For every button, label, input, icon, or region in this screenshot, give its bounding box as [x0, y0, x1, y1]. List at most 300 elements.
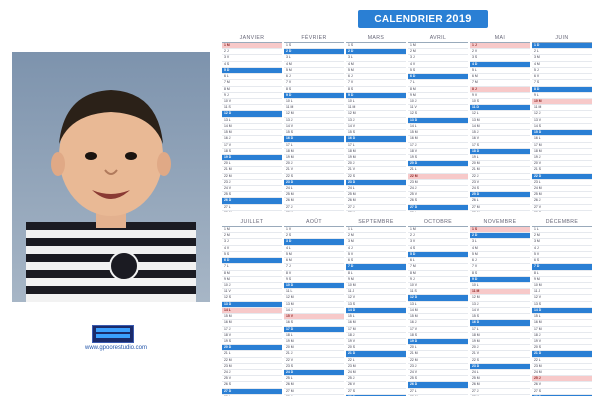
calendar-day: 11 V [408, 105, 468, 111]
calendar-day: 10 M [532, 283, 592, 289]
calendar-day: 4 M [284, 62, 344, 68]
calendar-day: 3 S [470, 55, 530, 61]
calendar-day: 16 V [470, 136, 530, 142]
month-9 [346, 218, 406, 396]
calendar-day: 21 D [346, 351, 406, 357]
month-name: SEPTEMBRE [346, 218, 406, 227]
calendar-day: 13 S [346, 302, 406, 308]
calendar-day: 5 V [532, 252, 592, 258]
calendar-day: 24 S [470, 186, 530, 192]
calendar-day: 25 S [222, 192, 282, 198]
calendar-day: 14 M [408, 308, 468, 314]
calendar-day: 12 V [346, 295, 406, 301]
calendar-day: 17 M [532, 143, 592, 149]
calendar-day: 9 S [284, 277, 344, 283]
calendar-day: 15 L [346, 314, 406, 320]
calendar-day: 26 S [408, 198, 468, 204]
calendar-day: 13 L [408, 302, 468, 308]
calendar-day: 2 M [222, 233, 282, 239]
calendar-day: 17 V [222, 143, 282, 149]
calendar-day: 15 M [222, 130, 282, 136]
month-4 [408, 34, 468, 212]
calendar-day: 23 M [532, 364, 592, 370]
calendar-day: 21 V [346, 167, 406, 173]
calendar-day: 19 M [346, 155, 406, 161]
calendar-day: 1 L [346, 227, 406, 233]
calendar-day: 11 M [532, 105, 592, 111]
calendar-day: 6 M [470, 74, 530, 80]
calendar-day: 6 S [532, 258, 592, 264]
month-name: MAI [470, 34, 530, 43]
calendar-day: 5 J [532, 68, 592, 74]
calendar-day: 20 M [470, 161, 530, 167]
calendar-day: 4 J [346, 246, 406, 252]
calendar-day: 16 M [346, 320, 406, 326]
month-name: JUILLET [222, 218, 282, 227]
calendar-day: 12 D [222, 111, 282, 117]
calendar-day: 9 M [532, 277, 592, 283]
calendar-day: 3 L [284, 55, 344, 61]
calendar-day: 20 J [470, 345, 530, 351]
calendar-day: 7 D [346, 264, 406, 270]
calendar-day: 24 L [346, 186, 406, 192]
calendar-day: 18 J [346, 333, 406, 339]
calendar-day: 9 M [222, 277, 282, 283]
calendar-day: 18 S [408, 333, 468, 339]
calendar-day: 11 S [222, 105, 282, 111]
calendar-day: 11 M [284, 105, 344, 111]
calendar-day: 21 L [222, 351, 282, 357]
calendar-day: 1 M [222, 227, 282, 233]
month-name: MARS [346, 34, 406, 43]
calendar-day: 1 V [284, 227, 344, 233]
calendar-day: 8 S [346, 87, 406, 93]
calendar-day: 9 D [346, 93, 406, 99]
calendar-day: 6 M [284, 258, 344, 264]
calendar-day: 17 V [408, 327, 468, 333]
calendar-day: 23 D [284, 180, 344, 186]
calendar-day: 20 V [532, 161, 592, 167]
calendar-day: 2 D [470, 233, 530, 239]
calendar-day [284, 211, 344, 212]
calendar-day: 8 L [532, 271, 592, 277]
calendar-day: 21 V [284, 167, 344, 173]
calendar-day: 5 D [408, 252, 468, 258]
calendar-day: 9 L [532, 93, 592, 99]
calendar-day: 23 L [532, 180, 592, 186]
calendar-day: 16 S [284, 320, 344, 326]
calendar-day [222, 211, 282, 212]
month-5 [470, 34, 530, 212]
calendar-day: 9 D [470, 277, 530, 283]
calendar-day: 27 L [408, 389, 468, 395]
calendar-day: 15 L [532, 314, 592, 320]
calendar-day: 15 S [346, 130, 406, 136]
calendar-day: 11 M [470, 289, 530, 295]
calendar-day: 4 M [346, 62, 406, 68]
calendar-day: 16 D [470, 320, 530, 326]
calendar-day: 14 M [470, 124, 530, 130]
calendar-day: 24 L [470, 370, 530, 376]
calendar-day: 17 M [532, 327, 592, 333]
calendar-day: 17 J [408, 143, 468, 149]
month-name: OCTOBRE [408, 218, 468, 227]
calendar-day: 20 S [532, 345, 592, 351]
calendar-day: 26 D [222, 198, 282, 204]
calendar-day: 24 D [284, 370, 344, 376]
month-name: JANVIER [222, 34, 282, 43]
calendar-day: 27 M [470, 205, 530, 211]
calendar-day: 1 M [222, 43, 282, 49]
calendar-day: 21 M [222, 167, 282, 173]
calendar-day: 3 J [408, 55, 468, 61]
calendar-day [532, 395, 592, 396]
calendar-day: 16 L [532, 136, 592, 142]
calendar-day: 18 V [222, 333, 282, 339]
calendar-day [470, 211, 530, 212]
calendar-day: 2 M [346, 233, 406, 239]
calendar-day: 19 M [470, 339, 530, 345]
calendar-day: 12 M [346, 111, 406, 117]
calendar-day: 12 J [532, 111, 592, 117]
month-1 [222, 34, 282, 212]
calendar-day: 2 J [222, 49, 282, 55]
calendar-day: 23 S [284, 364, 344, 370]
calendar-day: 7 S [532, 80, 592, 86]
calendar-day: 17 L [284, 143, 344, 149]
calendar-day: 10 M [532, 99, 592, 105]
calendar-day [408, 211, 468, 212]
calendar-day: 11 S [408, 289, 468, 295]
calendar-day: 2 D [284, 49, 344, 55]
calendar-day: 14 V [346, 124, 406, 130]
calendar-day: 7 M [222, 80, 282, 86]
calendar-day: 26 V [346, 382, 406, 388]
calendar-day: 5 M [470, 252, 530, 258]
calendar-day: 24 L [284, 186, 344, 192]
calendar-day: 15 J [470, 130, 530, 136]
calendar-day: 27 D [222, 389, 282, 395]
calendar-day: 18 J [532, 333, 592, 339]
calendar-day: 14 S [532, 124, 592, 130]
calendar-day: 15 S [470, 314, 530, 320]
calendar-day: 7 V [470, 264, 530, 270]
calendar-day: 7 J [284, 264, 344, 270]
calendar-day: 27 J [470, 389, 530, 395]
calendar-day: 18 M [284, 149, 344, 155]
calendar-day: 8 M [222, 87, 282, 93]
studio-url[interactable]: www.gpoorestudio.com [84, 345, 148, 351]
calendar-day: 10 L [470, 283, 530, 289]
calendar-day: 4 V [222, 246, 282, 252]
calendar-day: 16 J [222, 136, 282, 142]
calendar-day: 18 L [284, 333, 344, 339]
calendar-day: 2 J [408, 233, 468, 239]
month-name: AVRIL [408, 34, 468, 43]
calendar-day: 15 M [408, 130, 468, 136]
calendar-day: 12 M [470, 295, 530, 301]
calendar-day: 4 S [408, 246, 468, 252]
calendar-day [284, 395, 344, 396]
calendar-day: 25 L [284, 376, 344, 382]
calendar-day: 13 M [284, 302, 344, 308]
calendar-day: 7 V [284, 80, 344, 86]
calendar-day: 18 M [346, 149, 406, 155]
calendar-day: 17 L [346, 143, 406, 149]
calendar-day: 19 L [470, 155, 530, 161]
calendar-day: 23 D [470, 364, 530, 370]
calendar-day: 13 J [470, 302, 530, 308]
calendar-day: 3 V [222, 55, 282, 61]
calendar-day: 6 D [222, 258, 282, 264]
calendar-day: 4 V [408, 62, 468, 68]
calendar-day: 21 V [470, 351, 530, 357]
calendar-day: 7 L [222, 264, 282, 270]
calendar-day: 9 M [346, 277, 406, 283]
calendar-day: 1 M [408, 43, 468, 49]
calendar-day: 7 M [470, 80, 530, 86]
month-name: AOÛT [284, 218, 344, 227]
calendar-day: 25 V [222, 376, 282, 382]
portrait-photo [12, 52, 210, 302]
calendar-day: 3 M [346, 239, 406, 245]
calendar-day: 13 D [222, 302, 282, 308]
calendar-day: 7 D [532, 264, 592, 270]
calendar-day: 6 J [346, 74, 406, 80]
calendar-day: 13 J [346, 118, 406, 124]
calendar-day: 25 S [408, 376, 468, 382]
calendar-day: 26 M [284, 198, 344, 204]
calendar-day: 19 V [346, 339, 406, 345]
calendar-day: 13 M [470, 118, 530, 124]
calendar-day: 16 M [222, 320, 282, 326]
calendar-day: 3 M [532, 55, 592, 61]
calendar-day: 1 D [532, 43, 592, 49]
calendar-day: 17 L [470, 327, 530, 333]
calendar-day: 19 S [408, 155, 468, 161]
calendar-day: 4 M [470, 246, 530, 252]
calendar-day: 24 M [532, 370, 592, 376]
calendar-day: 4 L [284, 246, 344, 252]
calendar-day: 20 D [222, 345, 282, 351]
calendar-day: 3 L [346, 55, 406, 61]
calendar-day: 7 M [408, 264, 468, 270]
calendar-day: 25 J [346, 376, 406, 382]
calendar-day: 12 S [222, 295, 282, 301]
calendar-day: 14 V [284, 124, 344, 130]
calendar-day: 21 M [408, 351, 468, 357]
calendar-day: 9 M [408, 93, 468, 99]
calendar-day: 27 D [408, 205, 468, 211]
calendar-day: 26 D [408, 382, 468, 388]
calendar-day: 26 M [284, 382, 344, 388]
calendar-day: 10 V [408, 283, 468, 289]
calendar-day: 10 J [408, 99, 468, 105]
calendar-day: 27 J [346, 205, 406, 211]
calendar-day: 24 J [222, 370, 282, 376]
calendar-day: 16 J [408, 320, 468, 326]
calendar-day: 18 M [470, 333, 530, 339]
calendar-day: 18 M [532, 149, 592, 155]
calendar-day: 12 D [408, 295, 468, 301]
calendar-day: 26 M [346, 198, 406, 204]
calendar-day: 23 J [222, 180, 282, 186]
calendar-day: 3 D [284, 239, 344, 245]
calendar-day: 14 D [346, 308, 406, 314]
calendar-day: 22 J [470, 174, 530, 180]
calendar-day: 10 J [222, 283, 282, 289]
calendar-day: 14 M [222, 124, 282, 130]
calendar-day: 16 D [346, 136, 406, 142]
calendar-day: 13 J [284, 118, 344, 124]
calendar-day: 16 D [284, 136, 344, 142]
calendar-day: 14 V [470, 308, 530, 314]
calendar-day: 2 V [470, 49, 530, 55]
month-name: FÉVRIER [284, 34, 344, 43]
calendar-day: 10 V [222, 99, 282, 105]
calendar-day: 16 M [408, 136, 468, 142]
calendar-day: 17 J [222, 327, 282, 333]
calendar-day: 8 D [532, 87, 592, 93]
calendar-day: 22 S [470, 358, 530, 364]
calendar-day: 9 V [470, 93, 530, 99]
calendar-day: 25 D [470, 192, 530, 198]
calendar-day: 12 L [470, 111, 530, 117]
calendar-day [470, 395, 530, 396]
calendar-day: 1 J [470, 43, 530, 49]
calendar-day: 1 S [284, 43, 344, 49]
calendar-day: 15 D [532, 130, 592, 136]
calendar-day: 5 S [222, 252, 282, 258]
calendar-day: 5 S [408, 68, 468, 74]
calendar-day: 6 J [284, 74, 344, 80]
calendar-day: 15 S [284, 130, 344, 136]
calendar-day: 20 S [346, 345, 406, 351]
calendar-day [346, 395, 406, 396]
calendar-day: 1 S [346, 43, 406, 49]
calendar-day: 1 S [470, 227, 530, 233]
calendar-day: 9 J [222, 93, 282, 99]
month-3 [346, 34, 406, 212]
calendar-day: 23 D [346, 180, 406, 186]
calendar-day: 10 D [284, 283, 344, 289]
calendar-day: 10 M [346, 283, 406, 289]
month-8 [284, 218, 344, 396]
calendar-day: 8 J [470, 87, 530, 93]
calendar-day: 14 L [222, 308, 282, 314]
calendar-day: 12 V [532, 295, 592, 301]
calendar-day: 14 D [532, 308, 592, 314]
calendar-day: 27 L [222, 205, 282, 211]
child-portrait-icon [12, 52, 210, 302]
calendar-day: 23 M [222, 364, 282, 370]
month-2 [284, 34, 344, 212]
calendar-day: 2 L [532, 49, 592, 55]
calendar-day: 20 L [222, 161, 282, 167]
calendar-day: 25 M [284, 192, 344, 198]
calendar-day: 21 L [408, 167, 468, 173]
calendar-day: 19 J [532, 155, 592, 161]
calendar-day: 14 J [284, 308, 344, 314]
calendar-day: 27 S [532, 389, 592, 395]
calendar-day: 21 J [284, 351, 344, 357]
calendar-day: 15 M [222, 314, 282, 320]
calendar-day: 21 D [532, 351, 592, 357]
calendar-day [532, 211, 592, 212]
calendar-day: 23 M [408, 180, 468, 186]
calendar-day: 26 S [222, 382, 282, 388]
calendar-day: 18 D [470, 149, 530, 155]
calendar-day: 5 V [346, 252, 406, 258]
calendar-day: 24 J [408, 186, 468, 192]
calendar-day: 9 J [408, 277, 468, 283]
calendar-day: 19 V [532, 339, 592, 345]
month-10 [408, 218, 468, 396]
calendar-day: 4 M [532, 62, 592, 68]
calendar-day: 20 L [408, 345, 468, 351]
calendar-day: 19 D [408, 339, 468, 345]
calendar-day: 22 S [284, 174, 344, 180]
calendar-day: 19 M [284, 155, 344, 161]
calendar-day: 20 J [284, 161, 344, 167]
calendar-day: 17 M [346, 327, 406, 333]
calendar-day: 11 L [284, 289, 344, 295]
calendar-day: 11 V [222, 289, 282, 295]
calendar-day: 4 D [470, 62, 530, 68]
calendar-day: 6 D [408, 74, 468, 80]
calendar-day: 14 L [408, 124, 468, 130]
calendar-day: 13 L [222, 118, 282, 124]
calendar-day: 3 L [470, 239, 530, 245]
month-11 [470, 218, 530, 396]
calendar-day: 20 J [346, 161, 406, 167]
calendar-day: 22 D [532, 174, 592, 180]
calendar-day: 24 M [532, 186, 592, 192]
calendar-day: 21 S [532, 167, 592, 173]
calendar-day: 8 M [408, 87, 468, 93]
calendar-day: 24 V [222, 186, 282, 192]
calendar-day: 6 L [408, 258, 468, 264]
calendar-title: CALENDRIER 2019 [358, 10, 488, 28]
months-grid [222, 34, 594, 396]
calendar-day: 2 D [346, 49, 406, 55]
calendar-day: 22 M [408, 358, 468, 364]
calendar-day: 13 S [532, 302, 592, 308]
calendar-day: 12 M [284, 295, 344, 301]
calendar-day: 10 L [346, 99, 406, 105]
calendar-day: 3 V [408, 239, 468, 245]
calendar-day: 12 S [408, 111, 468, 117]
calendar-day: 4 S [222, 62, 282, 68]
calendar-day: 15 M [408, 314, 468, 320]
calendar-day: 1 M [408, 227, 468, 233]
calendar-day: 6 S [346, 258, 406, 264]
calendar-day: 2 M [408, 49, 468, 55]
calendar-day: 19 S [222, 339, 282, 345]
calendar-day [346, 211, 406, 212]
calendar-day: 22 M [408, 174, 468, 180]
calendar-day: 13 V [532, 118, 592, 124]
calendar-day: 11 J [346, 289, 406, 295]
calendar-day: 4 J [532, 246, 592, 252]
calendar-day: 27 V [532, 205, 592, 211]
calendar-day: 22 V [284, 358, 344, 364]
calendar-day: 22 L [532, 358, 592, 364]
calendar-day: 8 S [284, 87, 344, 93]
month-name: NOVEMBRE [470, 218, 530, 227]
calendar-day: 20 M [284, 345, 344, 351]
calendar-day: 23 V [470, 180, 530, 186]
